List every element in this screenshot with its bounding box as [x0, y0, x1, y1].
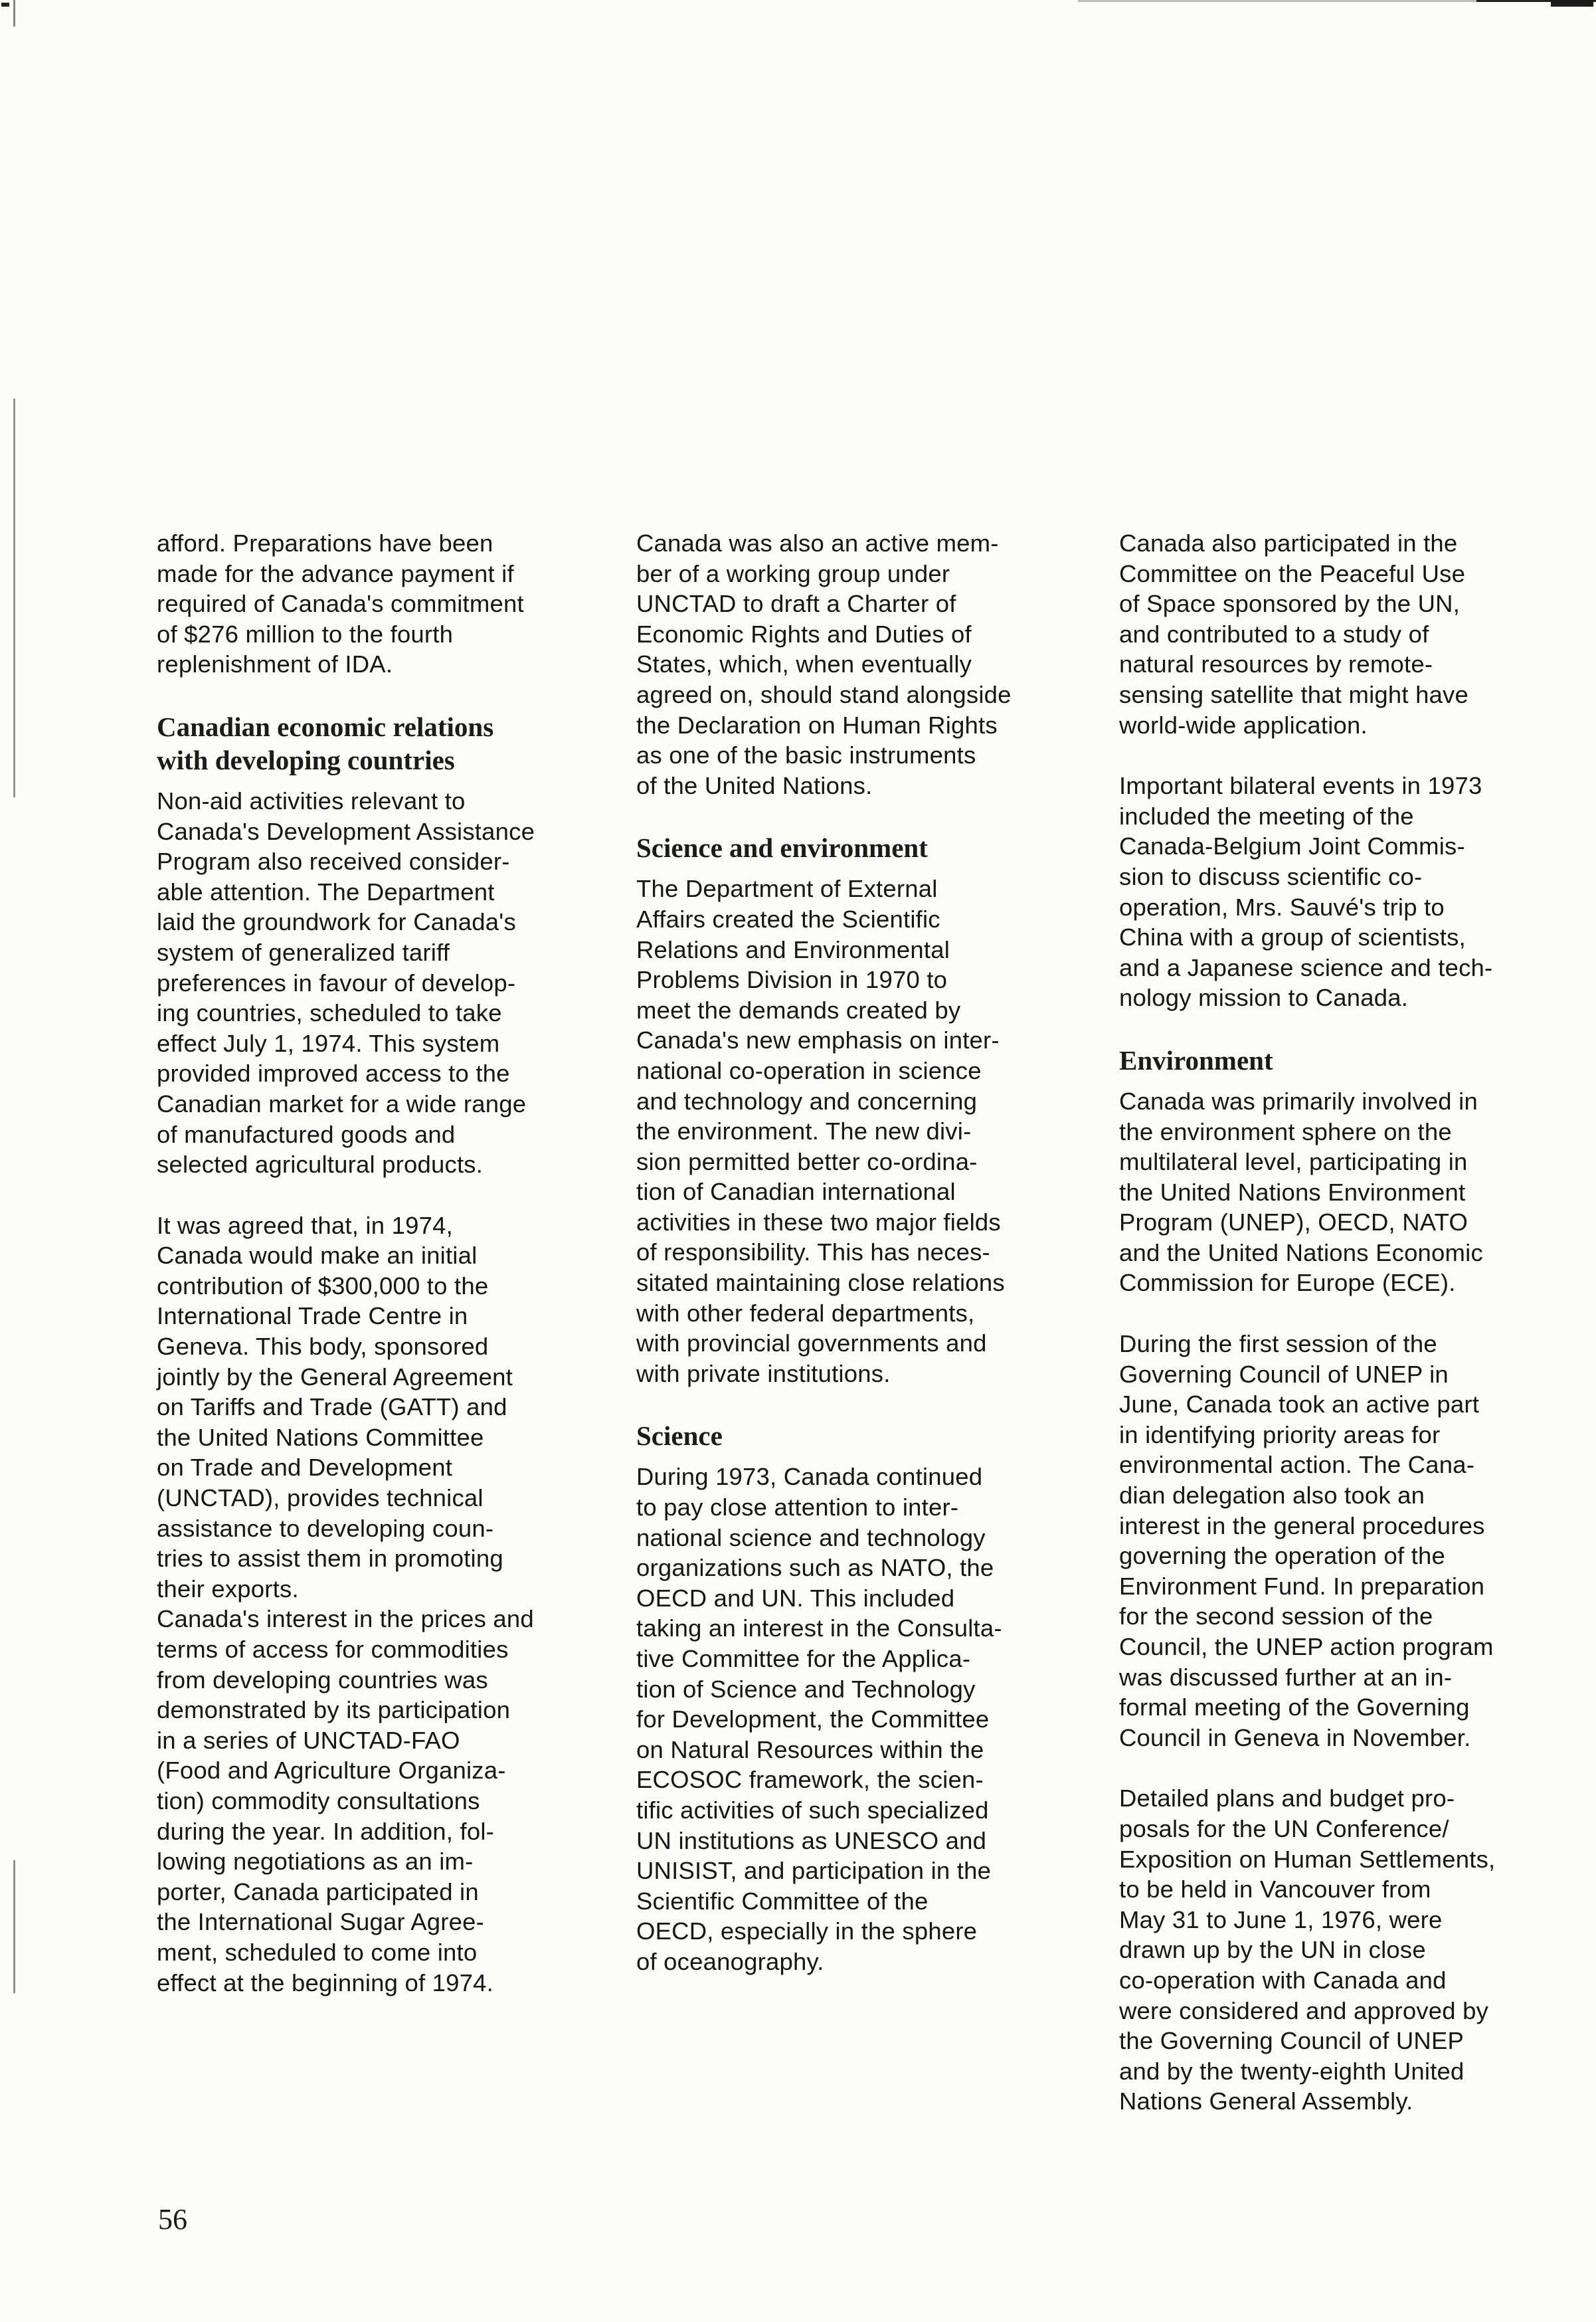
scan-edge-top	[1078, 0, 1596, 2]
paragraph: Important bilateral events in 1973 included the meeting of the Canada-Belgium Joint Commis- sion to discuss scientific co- operation, Mrs. Sauvé's trip to China with a group of scientists, and a Japanese science and tech- nology mission to Canada.	[1119, 772, 1493, 1012]
paragraph: Canada was also an active mem- ber of a working group under UNCTAD to draft a Charter of Economic Rights and Duties of States, which, when eventually agreed on, should stand alongside the Declaration on Human Rights as one of the basic instruments of the United Nations.	[636, 530, 1012, 799]
paragraph: afford. Preparations have been made for the advance payment if required of Canada's commitment of $276 million to the fourth replenishment of IDA.	[157, 530, 524, 678]
paragraph: During 1973, Canada continued to pay close attention to inter- national science and technology organizations such as NATO, the OECD and UN. This included taking an interest in the Consulta- tive Committee for the Applica- tion of Science and Technology for Development, the Committee on Natural Resources within the ECOSOC framework, the scien- tific activities of such specialized UN institutions as UNESCO and UNISIST, and participation in the Scientific Committee of the OECD, especially in the sphere of oceanography.	[636, 1463, 1002, 1975]
paragraph: Non-aid activities relevant to Canada's Development Assistance Program also received consider- able attention. The Department laid the groundwork for Canada's system of generalized tariff preferences in favour of develop- ing countries, scheduled to take effect July 1, 1974. This system provided improved access to the Canadian market for a wide range of manufactured goods and selected agricultural products.	[157, 787, 535, 1179]
section-heading: Environment	[1119, 1044, 1273, 1076]
scan-mark	[1551, 0, 1593, 7]
paragraph: It was agreed that, in 1974, Canada would make an initial contribution of $300,000 to the International Trade Centre in Geneva. This body, sponsored jointly by the General Agreement on Tariffs and Trade (GATT) and the United Nations Committee on Trade and Development (UNCTAD), provides technical assistance to developing coun- tries to assist them in promoting their exports. Canada's interest in the prices and terms of access for commodities from developing countries was demonstrated by its participation in a series of UNCTAD-FAO (Food and Agriculture Organiza- tion) commodity consultations during the year. In addition, fol- lowing negotiations as an im- porter, Canada participated in the International Sugar Agree- ment, scheduled to come into effect at the beginning of 1974.	[157, 1211, 534, 1996]
text-column-middle	[636, 528, 1088, 1977]
scan-edge-left	[13, 0, 15, 2322]
section-heading: Canadian economic relations with developing countries	[157, 711, 494, 775]
paragraph: The Department of External Affairs created the Scientific Relations and Environmental Problems Division in 1970 to meet the demands created by Canada's new emphasis on inter- national co-operation in science and technology and concerning the environment. The new divi- sion permitted better co-ordina- tion of Canadian international activities in these two major fields of responsibility. This has neces- sitated maintaining close relations with other federal departments, with provincial governments and with private institutions.	[636, 875, 1005, 1387]
paragraph: Detailed plans and budget pro- posals for the UN Conference/ Exposition on Human Settlements, to be held in Vancouver from May 31 to June 1, 1976, were drawn up by the UN in close co-operation with Canada and were considered and approved by the Governing Council of UNEP and by the twenty-eighth United Nations General Assembly.	[1119, 1785, 1496, 2115]
section-heading: Science and environment	[636, 832, 928, 864]
paragraph: Canada was primarily involved in the environment sphere on the multilateral level, participating in the United Nations Environment Program (UNEP), OECD, NATO and the United Nations Economic Commission for Europe (ECE).	[1119, 1087, 1483, 1297]
paragraph: During the first session of the Governing Council of UNEP in June, Canada took an active part in identifying priority areas for environmental action. The Cana- dian delegation also took an interest in the general procedures governing the operation of the Environment Fund. In preparation for the second session of the Council, the UNEP action program was discussed further at an in- formal meeting of the Governing Council in Geneva in November.	[1119, 1330, 1494, 1751]
text-column-left	[157, 528, 608, 1998]
scan-mark	[1, 3, 9, 7]
page-number: 56	[158, 2203, 187, 2236]
subsection-heading: Science	[636, 1420, 723, 1452]
text-column-right	[1119, 528, 1571, 2117]
paragraph: Canada also participated in the Committee on the Peaceful Use of Space sponsored by the UN, and contributed to a study of natural resources by remote- sensing satellite that might have world-wide application.	[1119, 530, 1469, 739]
